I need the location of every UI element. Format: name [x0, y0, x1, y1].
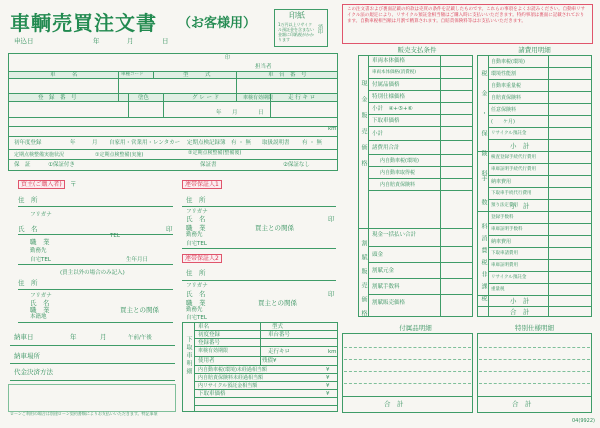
special-notes-box — [8, 384, 176, 412]
user-note: (買主以外の場合のみ記入) — [60, 270, 125, 276]
user-address-label: 住 所 — [18, 279, 38, 287]
cost-other-3: 納車費用 — [491, 239, 512, 245]
cost-tax-2: 環境性能割 — [491, 71, 517, 77]
tradein-car-name: 車名 — [198, 324, 210, 330]
inspect-year: 年 — [216, 110, 222, 116]
cost-other-7: 重量税 — [491, 287, 505, 292]
guarantor-1-name: 氏 名 — [186, 215, 206, 223]
guarantor-2-phone: 自宅TEL — [186, 315, 207, 321]
warranty-with: ①保証付き — [48, 162, 75, 168]
maint-record-label: 定期点検記録簿 — [187, 140, 226, 146]
tradein-first-reg: 初度登録 — [198, 332, 221, 338]
maint-record-yes: 有 ・ 無 — [231, 140, 251, 146]
sales-row-installment-price: 割賦販売価格 — [372, 300, 406, 306]
inspection-header: 車検有効期限 — [243, 95, 274, 101]
buyer-birth-label: 生年月日 — [126, 257, 149, 263]
buyer-furigana: フリガナ — [30, 212, 52, 218]
buyer-phone-label: 自宅TEL — [30, 257, 51, 263]
cost-fee-5: 預り法定費用 — [491, 203, 518, 208]
buyer-job-label: 職 業 — [30, 238, 50, 246]
manual-yes: 有 ・ 無 — [302, 140, 322, 146]
sales-row-principal: 割賦元金 — [372, 268, 395, 274]
mileage-header: 走 行 キ ロ — [288, 95, 316, 101]
sales-row-accessory: 付属品価格 — [372, 82, 400, 88]
sales-row-costs: 諸費用合計 — [372, 145, 400, 151]
buyer-address-label: 住 所 — [18, 196, 38, 204]
application-date-label: 申込日 — [14, 37, 34, 45]
stamp-label: 印紙 — [289, 11, 305, 20]
tradein-yen-3: ¥ — [326, 383, 330, 389]
tradein-user: 使用者 — [198, 358, 215, 364]
sales-side-installment: 割賦販売価格 — [360, 240, 367, 324]
tradein-yen-1: ¥ — [326, 367, 330, 373]
sales-row-subtotal-1: 小計 ④+⑤+⑥ — [372, 106, 413, 112]
notice-box: この注文書および裏面記載の約款は売買の条件を記載したものです。これらの事項をよくお読みください。自動車リサイクル法の規定により、リサイクル預託金相当額はご購入時に支払いいただきます。特約事項は裏面に記載されております。自動車税相当額は月割で精算されます。自賠責保険料等はお支払いいただきます。 — [342, 4, 593, 44]
cost-fee-1: 検査登録手続代行費用 — [491, 155, 536, 160]
guarantor-1-phone: 自宅TEL — [186, 241, 207, 247]
cost-fee-2: 車庫証明手続代行費用 — [491, 167, 536, 172]
model-header: 型 式 — [183, 72, 211, 78]
cost-other-subtotal: 小 計 — [510, 297, 530, 305]
maint-status-label: 定期点検整備実施状況 — [14, 152, 65, 158]
buyer-workplace-label: 勤務先 — [30, 248, 47, 254]
cost-tax-4: 自賠責保険料 — [491, 95, 522, 101]
date-day-unit: 日 — [162, 37, 169, 45]
tradein-tax2: 内自賠責保険料未経過相当額 — [198, 375, 264, 381]
guarantor-1-relation: 買主との関係 — [255, 224, 294, 232]
color-header: 塗色 — [138, 95, 150, 101]
cost-other-2: 車庫証明手数料 — [491, 227, 523, 232]
tradein-side-label: 下取車明細 — [185, 336, 192, 376]
chassis-header: 車 台 番 号 — [268, 72, 307, 78]
tradein-yen-2: ¥ — [326, 375, 330, 381]
cost-tax-6: ( ケ月) — [491, 119, 515, 125]
use-history: 自家用・営業用・レンタカー — [109, 140, 181, 146]
delivery-place-label: 納車場所 — [14, 352, 40, 360]
user-name-label: 氏 名 — [30, 299, 50, 307]
sales-row-subtotal-2: 小計 — [372, 131, 384, 137]
guarantor-1-label: 連帯保証人1 — [182, 180, 222, 189]
inspect-day: 日 — [258, 110, 264, 116]
warranty-doc: 保証書 — [200, 162, 217, 168]
grade-header: グ レ ー ド — [192, 95, 220, 101]
sales-row-tradein: 下取車価格 — [372, 118, 400, 124]
tradein-reg-no: 登録番号 — [198, 340, 221, 346]
tradein-balance: 残債¥ — [262, 358, 277, 364]
accessory-table — [342, 333, 473, 413]
buyer-postal: 〒 — [70, 180, 77, 188]
guarantor-2-seal: 印 — [328, 290, 335, 298]
guarantor-1-job: 職 業 — [186, 224, 206, 232]
tradein-price: 下取車価格 — [198, 391, 226, 397]
delivery-date-label: 納車日 — [14, 333, 34, 341]
loan-footnote: ローンご利用の場合は別途ローン契約書類によりお支払いいただきます。特記事項 — [10, 411, 158, 416]
tradein-recycle: 内リサイクル預託金相当額 — [198, 383, 258, 389]
buyer-name-label: 氏 名 — [18, 225, 38, 233]
car-name-header: 車 名 — [50, 72, 78, 78]
tradein-mileage: 走行キロ — [268, 349, 291, 355]
cost-other-1: 登録手数料 — [491, 215, 514, 220]
guarantor-2-label: 連帯保証人2 — [182, 254, 222, 263]
tradein-chassis: 車台番号 — [268, 332, 291, 338]
km-unit: km — [328, 126, 337, 132]
delivery-month: 月 — [100, 333, 107, 341]
sales-row-base: 車両本体価格 — [372, 58, 406, 64]
form-title: 車輌売買注文書 — [10, 11, 157, 35]
stamp-side: 消印 — [317, 24, 323, 34]
staff-label: 担当者 — [255, 64, 272, 70]
form-code: 04(9922) — [572, 418, 595, 424]
tradein-model: 型式 — [272, 324, 284, 330]
revenue-stamp-box — [274, 9, 328, 47]
cost-fee-4: 下取車手続代行費用 — [491, 191, 532, 196]
buyer-label: 買主(ご購入者) — [18, 180, 65, 189]
stamp-note: 1万円以上リサイクル預託金を含まない金額に印紙税がかかります — [278, 22, 314, 42]
tradein-tax1: 内自動車税(環境)未経過相当額 — [198, 367, 267, 373]
cost-tax-5: 任意保険料 — [491, 107, 517, 113]
payment-label: 代金決済方法 — [14, 368, 53, 376]
costs-other-section: 消費税非課税 — [480, 235, 487, 307]
sales-row-tax-acq: 内自動車取得税 — [380, 170, 416, 176]
guarantor-2-address: 住 所 — [186, 269, 206, 277]
cost-other-5: 車庫証明費用 — [491, 263, 518, 268]
sales-row-down: 頭金 — [372, 252, 384, 258]
cost-tax-7: リサイクル預託金 — [491, 131, 527, 136]
tradein-yen-4: ¥ — [326, 391, 330, 397]
warranty-label: 保 証 — [14, 162, 31, 168]
costs-tax-section: 税金・保険料 — [480, 70, 487, 190]
first-reg-ym: 年 月 — [70, 140, 98, 146]
accessory-title: 付属品明細 — [399, 324, 432, 332]
cost-other-4: 下取車諸費用 — [491, 251, 518, 256]
seal-mark: 印 — [225, 55, 231, 61]
sales-row-special: 特別仕様価格 — [372, 94, 406, 100]
guarantor-1-seal: 印 — [328, 215, 335, 223]
manual-label: 取扱説明書 — [262, 140, 290, 146]
cost-tax-3: 自動車重量税 — [491, 83, 522, 89]
special-total: 合 計 — [512, 400, 532, 408]
date-month-unit: 月 — [127, 37, 134, 45]
costs-fee-section: 手数料 — [480, 175, 487, 247]
cost-other-6: リサイクル預託金 — [491, 275, 527, 280]
sales-row-cash-total: 現金一括払い合計 — [372, 232, 417, 238]
guarantor-2-furigana: フリガナ — [186, 283, 208, 289]
maint-option-2: ②定期点検整備(整備後) — [188, 150, 242, 156]
grade-code-header: 車種コード — [121, 72, 144, 77]
sales-row-base-tax: 車両本体価格(消費税) — [372, 70, 417, 75]
user-job-label: 職 業 — [30, 306, 50, 314]
warranty-without: ②保証なし — [283, 162, 310, 168]
form-subtitle: （お客様用） — [178, 16, 257, 31]
accessory-total: 合 計 — [384, 400, 404, 408]
special-title: 特別仕様明細 — [515, 324, 554, 332]
cost-tax-1: 自動車税(環境) — [491, 59, 525, 65]
date-year-unit: 年 — [93, 37, 100, 45]
guarantor-2-workplace: 勤務先 — [186, 307, 203, 313]
special-table — [477, 333, 592, 413]
maint-option-1: ①定期点検整備(実施) — [95, 152, 144, 158]
first-reg-label: 初年度登録 — [14, 140, 42, 146]
user-relation-label: 買主との関係 — [120, 306, 159, 314]
user-furigana: フリガナ — [30, 293, 52, 299]
tradein-km: km — [328, 349, 337, 355]
guarantor-2-job: 職 業 — [186, 299, 206, 307]
sales-title: 販売支払条件 — [397, 46, 437, 54]
sales-row-tax-env: 内自動車税(環境) — [380, 158, 419, 164]
delivery-ampm: 午前/午後 — [128, 335, 152, 341]
buyer-seal: 印 — [166, 225, 173, 233]
cost-tax-subtotal: 小 計 — [510, 142, 530, 150]
guarantor-1-address: 住 所 — [186, 196, 206, 204]
reg-no-header: 登 録 番 号 — [38, 95, 77, 101]
guarantor-2-relation: 買主との関係 — [258, 299, 297, 307]
guarantor-1-workplace: 勤務先 — [186, 232, 203, 238]
buyer-tel: TEL — [110, 233, 120, 239]
delivery-year: 年 — [70, 333, 77, 341]
costs-title: 諸費用明細 — [518, 46, 551, 54]
tradein-inspect: 車検有効期限 — [198, 348, 229, 354]
guarantor-2-name: 氏 名 — [186, 290, 206, 298]
sales-row-fee: 割賦手数料 — [372, 284, 400, 290]
costs-total: 合 計 — [510, 308, 530, 316]
cost-fee-3: 納車費用 — [491, 179, 512, 185]
sales-side-cash: 現金販売価格 — [360, 80, 367, 176]
sales-row-insurance: 内自賠責保険料 — [380, 182, 416, 188]
owner-domicile: 本籍地 — [30, 314, 47, 320]
guarantor-1-furigana: フリガナ — [186, 209, 208, 215]
inspect-month: 月 — [232, 110, 238, 116]
cost-fee-subtotal: 小 計 — [510, 202, 530, 210]
